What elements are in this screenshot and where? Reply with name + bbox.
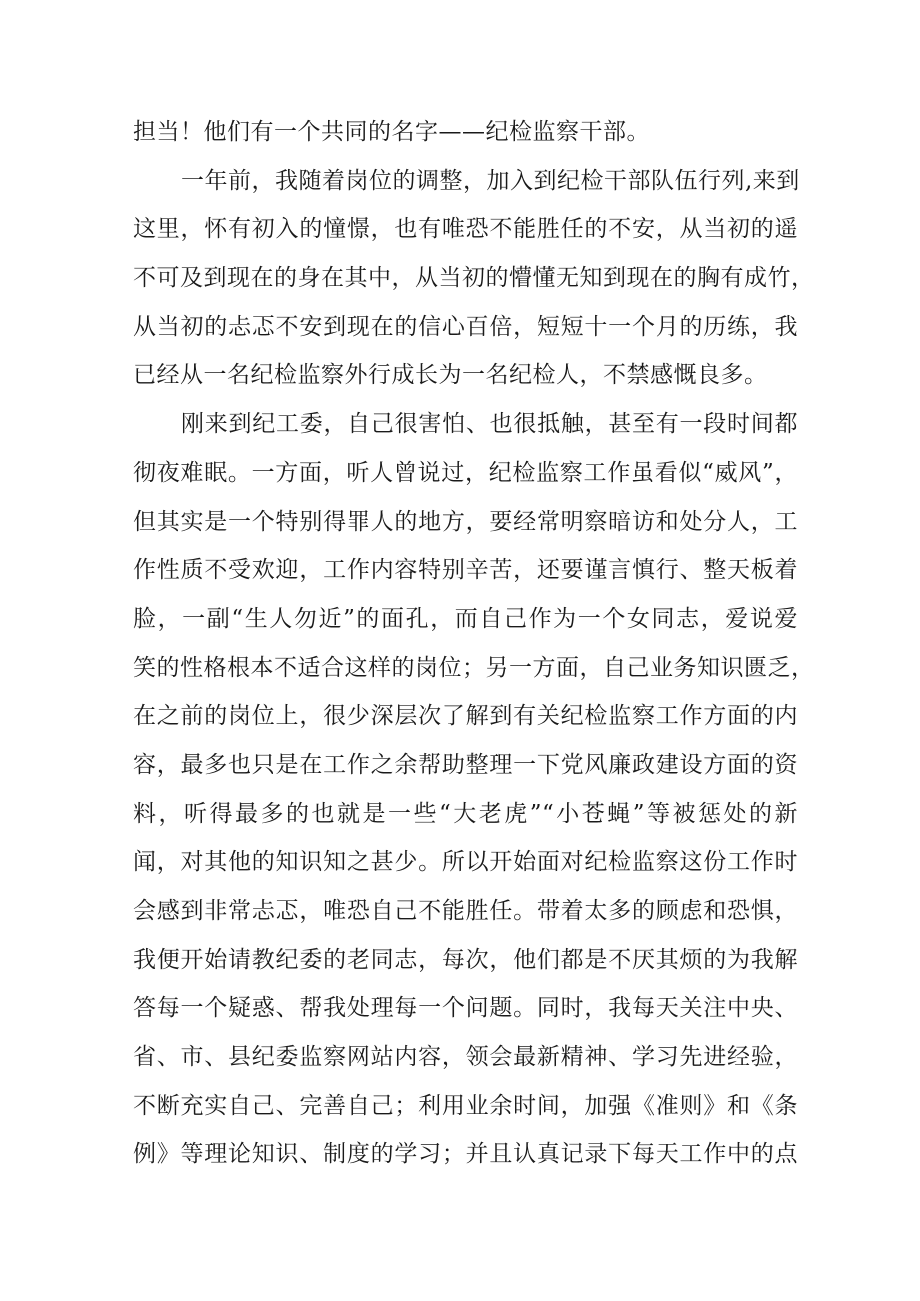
text-line: 我便开始请教纪委的老同志，每次，他们都是不厌其烦的为我解 — [133, 946, 798, 973]
text-line: 料，听得最多的也就是一些“大老虎”“小苍蝇”等被惩处的新 — [133, 800, 798, 827]
text-line: 不可及到现在的身在其中，从当初的懵懂无知到现在的胸有成竹， — [133, 265, 815, 292]
text-line: 例》等理论知识、制度的学习；并且认真记录下每天工作中的点 — [133, 1141, 798, 1168]
text-line: 刚来到纪工委，自己很害怕、也很抵触，甚至有一段时间都 — [181, 411, 798, 438]
text-line: 担当！他们有一个共同的名字——纪检监察干部。 — [133, 119, 650, 145]
text-line: 从当初的忐忑不安到现在的信心百倍，短短十一个月的历练，我 — [133, 313, 798, 340]
text-line: 作性质不受欢迎，工作内容特别辛苦，还要谨言慎行、整天板着 — [133, 557, 798, 584]
text-line: 不断充实自己、完善自己；利用业余时间，加强《准则》和《条 — [133, 1092, 798, 1119]
text-line: 笑的性格根本不适合这样的岗位；另一方面，自己业务知识匮乏， — [133, 654, 815, 681]
text-line: 容，最多也只是在工作之余帮助整理一下党风廉政建设方面的资 — [133, 751, 798, 778]
text-line: 闻，对其他的知识知之甚少。所以开始面对纪检监察这份工作时 — [133, 849, 798, 876]
document-body-text — [133, 108, 815, 1179]
text-line: 在之前的岗位上，很少深层次了解到有关纪检监察工作方面的内 — [133, 703, 798, 730]
text-line: 会感到非常忐忑，唯恐自己不能胜任。带着太多的顾虑和恐惧， — [133, 898, 798, 924]
text-line: 已经从一名纪检监察外行成长为一名纪检人，不禁感慨良多。 — [133, 362, 768, 389]
text-line: 答每一个疑惑、帮我处理每一个问题。同时，我每天关注中央、 — [133, 995, 798, 1022]
text-line: 但其实是一个特别得罪人的地方，要经常明察暗访和处分人，工 — [133, 508, 798, 535]
text-line: 一年前，我随着岗位的调整，加入到纪检干部队伍行列,来到 — [181, 167, 800, 194]
text-line: 脸，一副“生人勿近”的面孔，而自己作为一个女同志，爱说爱 — [133, 605, 798, 632]
text-line: 省、市、县纪委监察网站内容，领会最新精神、学习先进经验， — [133, 1044, 798, 1071]
text-line: 这里，怀有初入的憧憬，也有唯恐不能胜任的不安，从当初的遥 — [133, 216, 798, 243]
text-line: 彻夜难眠。一方面，听人曾说过，纪检监察工作虽看似“威风”， — [133, 459, 798, 486]
